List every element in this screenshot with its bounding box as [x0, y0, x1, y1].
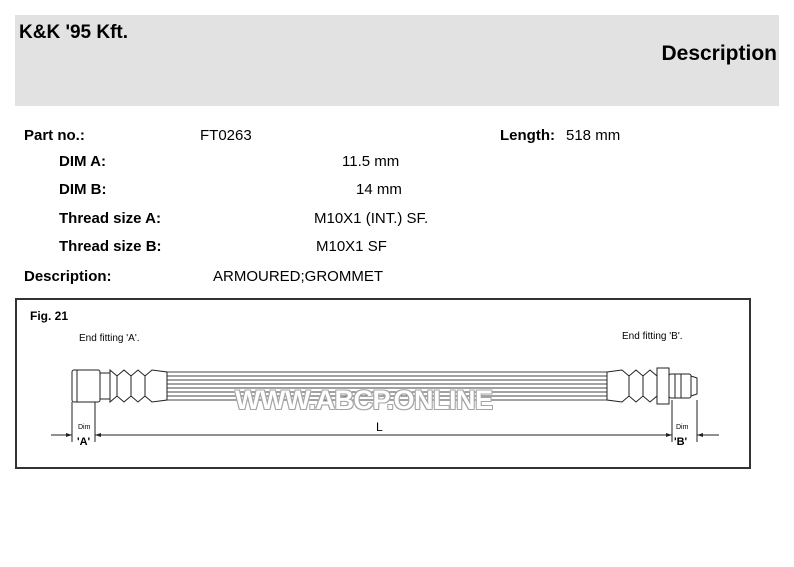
description-value: ARMOURED;GROMMET — [213, 268, 383, 285]
thread-a-label: Thread size A: — [59, 210, 161, 227]
end-fitting-a-label: End fitting 'A'. — [79, 333, 140, 344]
hose-drawing — [17, 300, 749, 467]
part-no-value: FT0263 — [200, 127, 252, 144]
description-label: Description: — [24, 268, 112, 285]
part-no-label: Part no.: — [24, 127, 85, 144]
thread-a-value: M10X1 (INT.) SF. — [314, 210, 429, 227]
length-value: 518 mm — [566, 127, 621, 144]
header-bar — [15, 15, 779, 106]
page-title: Description — [661, 42, 777, 65]
hose-diagram-figure — [15, 298, 751, 469]
thread-b-value: M10X1 SF — [316, 238, 387, 255]
figure-label: Fig. 21 — [30, 309, 69, 323]
end-fitting-b-label: End fitting 'B'. — [622, 331, 683, 342]
dim-a-label: DIM A: — [59, 153, 106, 170]
company-name: K&K '95 Kft. — [19, 22, 129, 43]
thread-b-label: Thread size B: — [59, 238, 162, 255]
length-label: Length: — [500, 127, 555, 144]
dim-b-small-label: Dim — [676, 424, 689, 431]
dim-b-label: DIM B: — [59, 181, 107, 198]
watermark: WWW.ABCP.ONLINE — [235, 385, 493, 415]
dim-a-value: 11.5 mm — [342, 153, 400, 170]
length-dimension-label: L — [376, 420, 383, 434]
dim-a-small-label: Dim — [78, 424, 91, 431]
dim-a-tag: 'A' — [77, 436, 91, 448]
dim-b-tag: 'B' — [674, 436, 688, 448]
dim-b-value: 14 mm — [356, 181, 402, 198]
